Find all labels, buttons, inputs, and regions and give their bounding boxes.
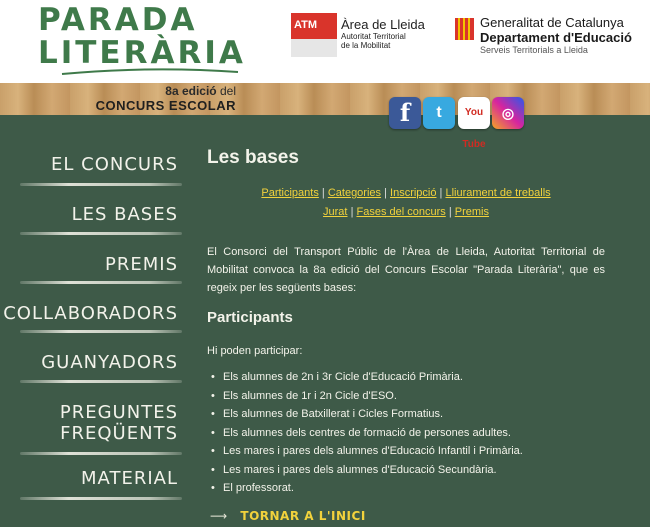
list-item: • El professorat. (211, 479, 523, 498)
section-links (207, 184, 605, 222)
list-item: • Els alumnes dels centres de formació de persones adultes. (211, 424, 523, 443)
chalk-divider (20, 232, 182, 235)
chalk-divider (20, 452, 182, 455)
intro-paragraph: El Consorci del Transport Públic de l'Àrea de Lleida, Autoritat Territorial de Mobilitat convoca la 8a edició del Concurs Escolar "Parada Literària", que es regeix per les següents bases: (207, 246, 605, 294)
list-item: • Les mares i pares dels alumnes d'Educació Infantil i Primària. (211, 442, 523, 461)
chalk-divider (20, 281, 182, 284)
site-logo[interactable] (38, 4, 246, 70)
logo-swoosh-icon (60, 68, 240, 76)
chalk-divider (20, 380, 182, 383)
link-categories[interactable]: Categories (327, 187, 382, 199)
sidebar-item-preguntes[interactable]: PREGUNTES (59, 402, 178, 423)
sidebar-item-guanyadors[interactable]: GUANYADORS (41, 352, 178, 373)
logo-line1: PARADA (38, 2, 198, 38)
gen-line2: Departament d'Educació (480, 30, 632, 45)
list-item: • Les mares i pares dels alumnes d'Educació Secundària. (211, 461, 523, 480)
chalk-divider (20, 183, 182, 186)
edition-suffix: del (219, 84, 236, 98)
edition-line2: CONCURS ESCOLAR (95, 98, 236, 113)
chalk-divider (20, 497, 182, 500)
generalitat-text (480, 16, 632, 56)
section-title-participants: Participants (207, 309, 293, 326)
sidebar-item-frequents[interactable]: FREQÜENTS (60, 423, 178, 444)
edition-label (88, 84, 236, 113)
sidebar-item-les-bases[interactable]: LES BASES (71, 204, 178, 225)
participants-lead: Hi poden participar: (207, 345, 303, 357)
link-separator: | (439, 187, 443, 199)
page-title: Les bases (207, 147, 299, 168)
site-header (0, 0, 650, 86)
edition-prefix: 8a edició (165, 84, 217, 98)
atm-sub2: de la Mobilitat (341, 41, 391, 50)
arrow-right-icon: ⟶ (210, 509, 228, 523)
back-label: TORNAR A L'INICI (240, 509, 366, 523)
atm-sub1: Autoritat Territorial (341, 32, 406, 41)
link-separator: | (384, 187, 387, 199)
atm-text (341, 17, 425, 50)
sidebar-item-collaboradors[interactable]: COLLABORADORS (3, 303, 178, 324)
twitter-icon[interactable]: t (423, 97, 455, 129)
sidebar-item-premis[interactable]: PREMIS (105, 254, 178, 275)
list-item: • Els alumnes de 2n i 3r Cicle d'Educació Primària. (211, 368, 523, 387)
list-item: • Els alumnes de Batxillerat i Cicles Formatius. (211, 405, 523, 424)
sidebar-item-el-concurs[interactable]: EL CONCURS (51, 154, 178, 175)
gen-line3: Serveis Territorials a Lleida (480, 45, 588, 55)
link-separator: | (350, 206, 354, 218)
link-jurat[interactable]: Jurat (323, 206, 348, 218)
link-lliurament[interactable]: Lliurament de treballs (445, 187, 551, 199)
atm-title: Àrea de Lleida (341, 17, 425, 32)
facebook-icon[interactable]: f (389, 97, 421, 129)
link-inscripcio[interactable]: Inscripció (390, 187, 437, 199)
link-premis[interactable]: Premis (454, 206, 489, 218)
atm-badge: ATM (294, 19, 318, 31)
list-item: • Els alumnes de 1r i 2n Cicle d'ESO. (211, 387, 523, 406)
participants-list (211, 368, 523, 498)
instagram-icon[interactable]: ◎ (492, 97, 524, 129)
link-fases[interactable]: Fases del concurs (356, 206, 446, 218)
link-separator: | (448, 206, 452, 218)
generalitat-shield-icon (455, 18, 474, 40)
gen-line1: Generalitat de Catalunya (480, 15, 624, 30)
link-separator: | (321, 187, 325, 199)
logo-line2: LITERÀRIA (38, 35, 246, 71)
atm-logo[interactable] (291, 13, 337, 57)
youtube-icon[interactable]: You Tube (458, 97, 490, 129)
chalk-divider (20, 330, 182, 333)
sidebar-item-material[interactable]: MATERIAL (81, 468, 178, 489)
link-participants[interactable]: Participants (261, 187, 319, 199)
back-to-home-link[interactable] (210, 509, 366, 523)
